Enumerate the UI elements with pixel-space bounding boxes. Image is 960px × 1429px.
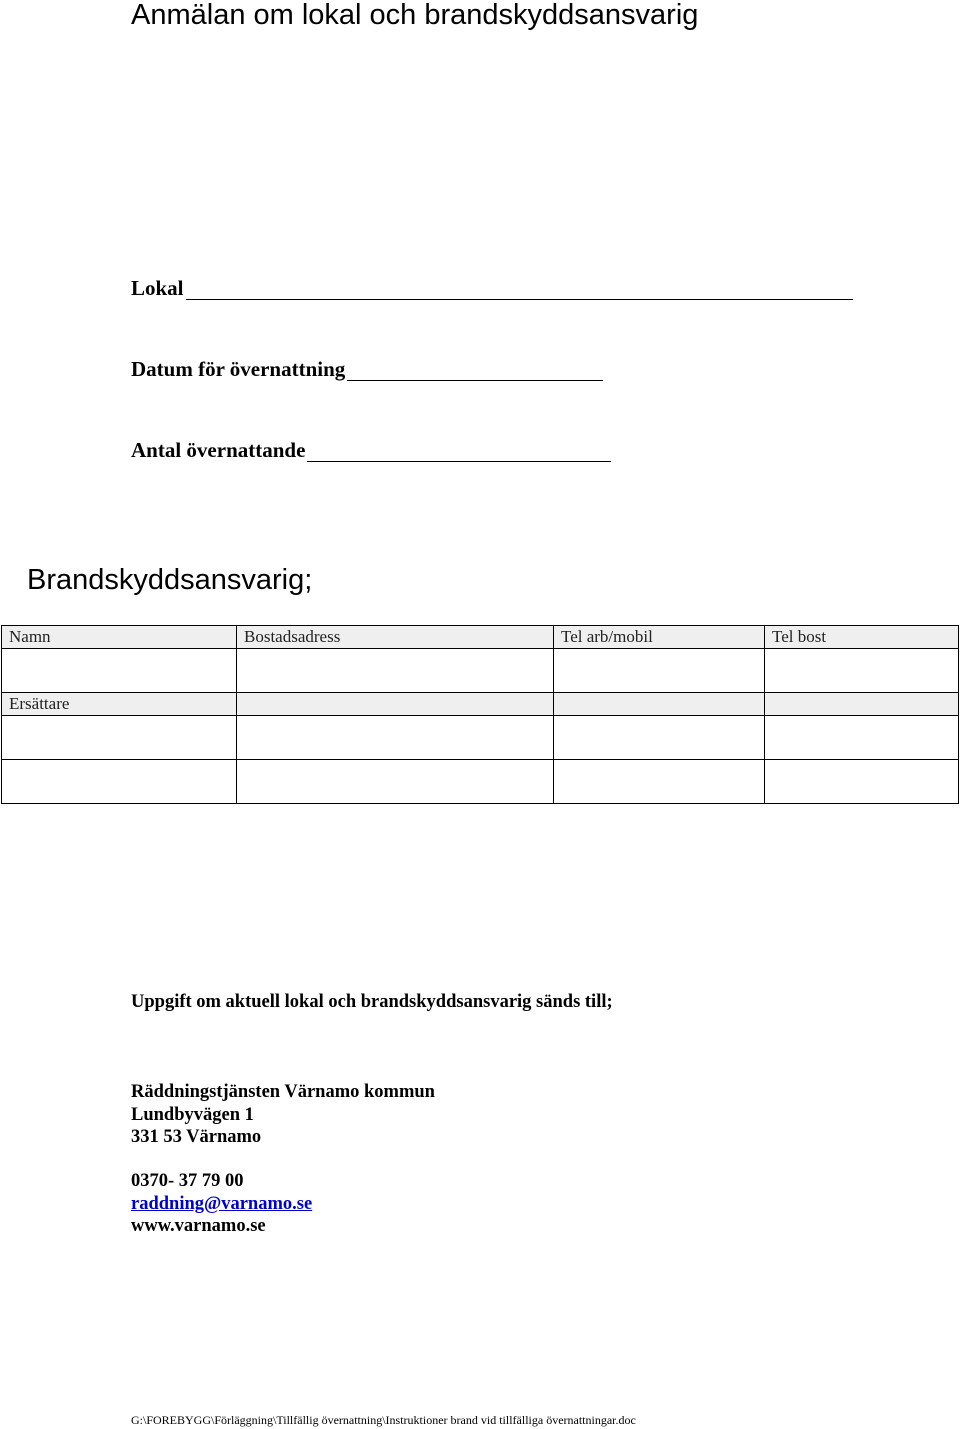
input-cell[interactable] [237, 716, 554, 760]
contact-email-link[interactable]: raddning@varnamo.se [131, 1193, 313, 1214]
field-lokal-blank[interactable] [186, 281, 853, 300]
subheader-cell-ersattare: Ersättare [2, 693, 237, 716]
field-antal [131, 438, 611, 462]
contact-block [131, 1081, 435, 1149]
field-datum-label: Datum för övernattning [131, 357, 346, 381]
contact-phone: 0370- 37 79 00 [131, 1171, 244, 1191]
input-cell[interactable] [2, 649, 237, 693]
header-cell-tel-bost: Tel bost [765, 626, 959, 649]
field-datum [131, 357, 603, 381]
input-cell[interactable] [554, 716, 765, 760]
subheader-cell [554, 693, 765, 716]
header-cell-tel-arb-mobil: Tel arb/mobil [554, 626, 765, 649]
footer-file-path: G:\FOREBYGG\Förläggning\Tillfällig övernattning\Instruktioner brand vid tillfälliga övernattningar.doc [131, 1413, 636, 1427]
table-row [2, 649, 959, 693]
input-cell[interactable] [2, 716, 237, 760]
header-cell-namn: Namn [2, 626, 237, 649]
table-row [2, 760, 959, 804]
contact-channels [131, 1170, 312, 1238]
subheader-cell [237, 693, 554, 716]
responsible-table [1, 625, 959, 804]
input-cell[interactable] [554, 649, 765, 693]
input-cell[interactable] [554, 760, 765, 804]
contact-org: Räddningstjänsten Värnamo kommun [131, 1082, 435, 1102]
section-heading-brandskyddsansvarig: Brandskyddsansvarig; [27, 564, 313, 596]
table-row [2, 716, 959, 760]
subheader-cell [765, 693, 959, 716]
table-header-row [2, 626, 959, 649]
document-title: Anmälan om lokal och brandskyddsansvarig [131, 0, 699, 31]
input-cell[interactable] [2, 760, 237, 804]
contact-street: Lundbyvägen 1 [131, 1104, 254, 1125]
input-cell[interactable] [237, 649, 554, 693]
field-antal-blank[interactable] [307, 443, 611, 462]
contact-postal: 331 53 Värnamo [131, 1127, 262, 1147]
field-antal-label: Antal övernattande [131, 438, 306, 462]
input-cell[interactable] [237, 760, 554, 804]
field-lokal [131, 276, 853, 300]
input-cell[interactable] [765, 716, 959, 760]
input-cell[interactable] [765, 649, 959, 693]
table-subheader-row [2, 693, 959, 716]
contact-web: www.varnamo.se [131, 1216, 266, 1236]
info-intro: Uppgift om aktuell lokal och brandskyddsansvarig sänds till; [131, 992, 613, 1012]
field-datum-blank[interactable] [347, 362, 603, 381]
field-lokal-label: Lokal [131, 276, 184, 300]
input-cell[interactable] [765, 760, 959, 804]
header-cell-bostadsadress: Bostadsadress [237, 626, 554, 649]
